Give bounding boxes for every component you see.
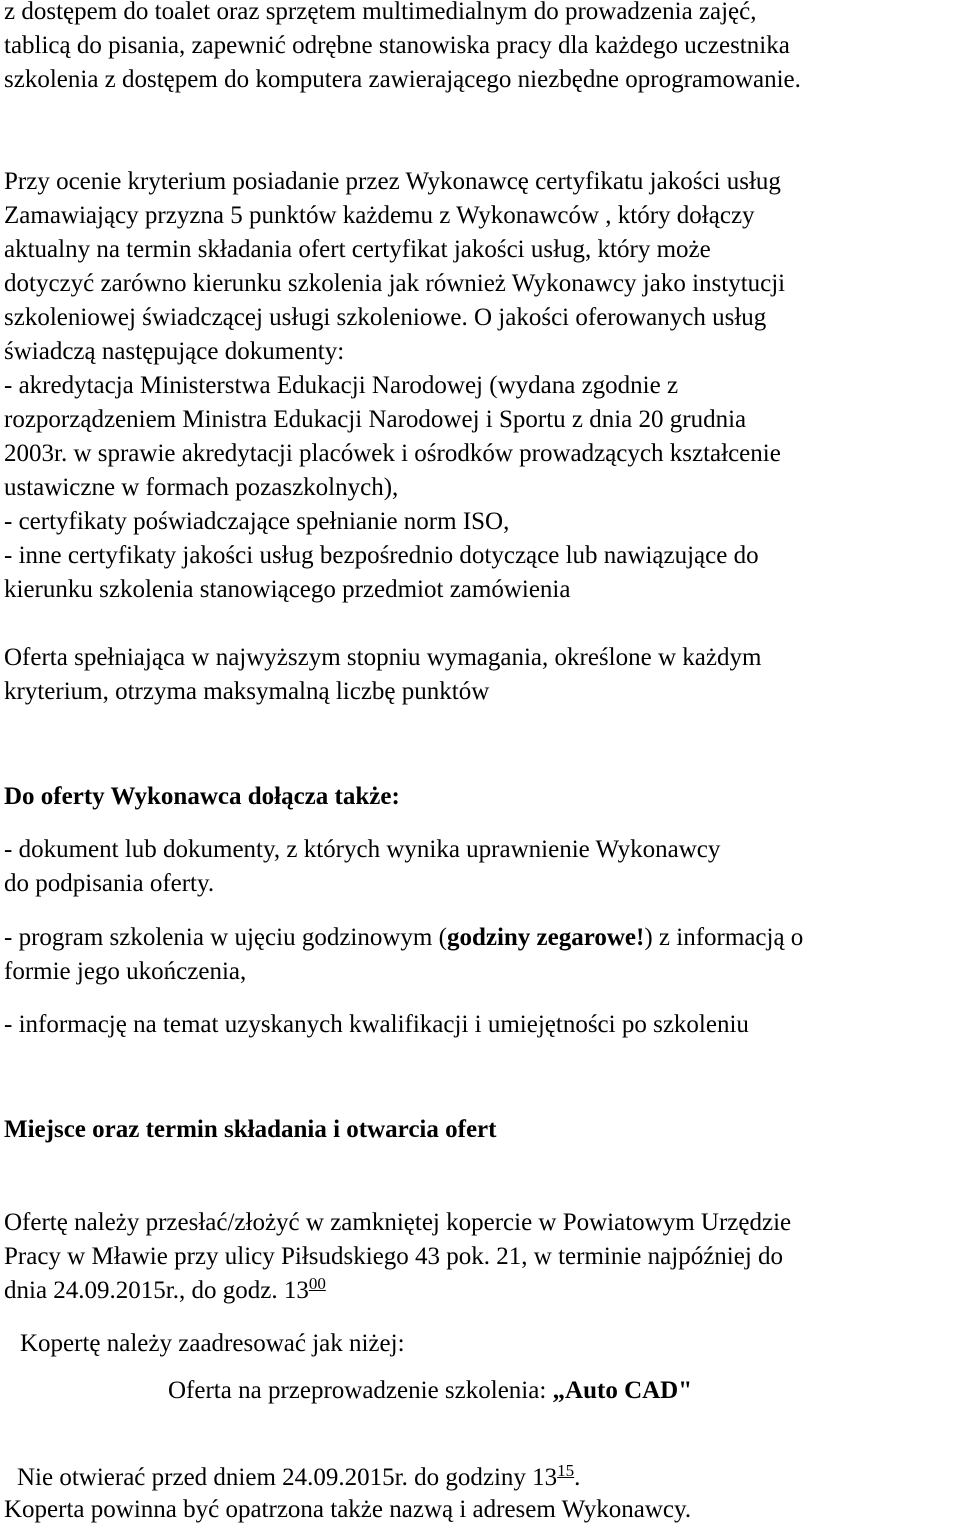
- text-run: - program szkolenia w ujęciu godzinowym (: [4, 924, 447, 951]
- text-line: - akredytacja Ministerstwa Edukacji Narodowej (wydana zgodnie z: [4, 372, 679, 399]
- text-line: - dokument lub dokumenty, z których wynika uprawnienie Wykonawcy: [4, 836, 721, 863]
- text-line: [168, 1376, 692, 1406]
- text-run: szkoleniowej świadczącej usługi szkoleniowe.: [4, 304, 474, 331]
- text-line: [17, 1463, 580, 1495]
- bold-text: godziny zegarowe!: [446, 924, 645, 951]
- text-run: ) z informacją o: [644, 924, 804, 951]
- text-line: świadczą następujące dokumenty:: [4, 338, 345, 365]
- text-line: kryterium, otrzyma maksymalną liczbę punktów: [4, 678, 490, 705]
- text-line: dotyczyć zarówno kierunku szkolenia jak również Wykonawcy jako instytucji: [4, 270, 786, 297]
- text-line: aktualny na termin składania ofert certyfikat jakości usług, który może: [4, 236, 711, 263]
- superscript: 00: [308, 1274, 326, 1293]
- text-line: [4, 439, 781, 469]
- text-line: do podpisania oferty.: [4, 870, 215, 897]
- text-line: formie jego ukończenia,: [4, 958, 247, 985]
- text-run: Oferta na przeprowadzenie szkolenia:: [168, 1377, 553, 1404]
- text-line: Zamawiający przyzna 5 punktów każdemu z Wykonawców , który dołączy: [4, 202, 755, 229]
- text-line: z dostępem do toalet oraz sprzętem multimedialnym do prowadzenia zajęć,: [4, 0, 757, 25]
- text-line: Przy ocenie kryterium posiadanie przez Wykonawcę certyfikatu jakości usług: [4, 168, 781, 195]
- superscript: 15: [557, 1461, 575, 1480]
- text-line: [4, 923, 803, 953]
- text-line: szkolenia z dostępem do komputera zawierającego niezbędne oprogramowanie.: [4, 66, 801, 93]
- text-line: Oferta spełniająca w najwyższym stopniu wymagania, określone w każdym: [4, 644, 762, 671]
- text-line: Ofertę należy przesłać/złożyć w zamkniętej kopercie w Powiatowym Urzędzie: [4, 1209, 792, 1236]
- text-line: rozporządzeniem Ministra Edukacji Narodowej i Sportu z dnia 20 grudnia: [4, 406, 747, 433]
- text-line: Kopertę należy zaadresować jak niżej:: [20, 1330, 405, 1357]
- section-heading: Miejsce oraz termin składania i otwarcia ofert: [4, 1116, 497, 1143]
- text-line: - certyfikaty poświadczające spełnianie norm ISO,: [4, 508, 510, 535]
- text-line: kierunku szkolenia stanowiącego przedmiot zamówienia: [4, 576, 571, 603]
- text-run: Nie otwierać przed dniem 24.09.2015r. do godziny 13: [17, 1464, 558, 1491]
- text-line: Pracy w Mławie przy ulicy Piłsudskiego 43 pok. 21, w terminie najpóźniej do: [4, 1243, 784, 1270]
- text-line: - informację na temat uzyskanych kwalifikacji i umiejętności po szkoleniu: [4, 1011, 749, 1038]
- text-line: [4, 1276, 326, 1308]
- text-run: 2003r.: [4, 440, 74, 467]
- text-run: O jakości oferowanych usług: [474, 304, 767, 331]
- text-line: - inne certyfikaty jakości usług bezpośrednio dotyczące lub nawiązujące do: [4, 542, 759, 569]
- text-line: tablicą do pisania, zapewnić odrębne stanowiska pracy dla każdego uczestnika: [4, 32, 790, 59]
- text-line: ustawiczne w formach pozaszkolnych),: [4, 474, 399, 501]
- text-line: Koperta powinna być opatrzona także nazwą i adresem Wykonawcy.: [4, 1496, 692, 1523]
- text-run: w sprawie akredytacji placówek i ośrodków prowadzących kształcenie: [73, 440, 781, 467]
- bold-text: „Auto CAD": [552, 1377, 693, 1404]
- text-run: dnia 24.09.2015r., do godz. 13: [4, 1277, 309, 1304]
- text-run: .: [574, 1464, 581, 1491]
- section-heading: Do oferty Wykonawca dołącza także:: [4, 783, 400, 810]
- text-line: [4, 303, 766, 333]
